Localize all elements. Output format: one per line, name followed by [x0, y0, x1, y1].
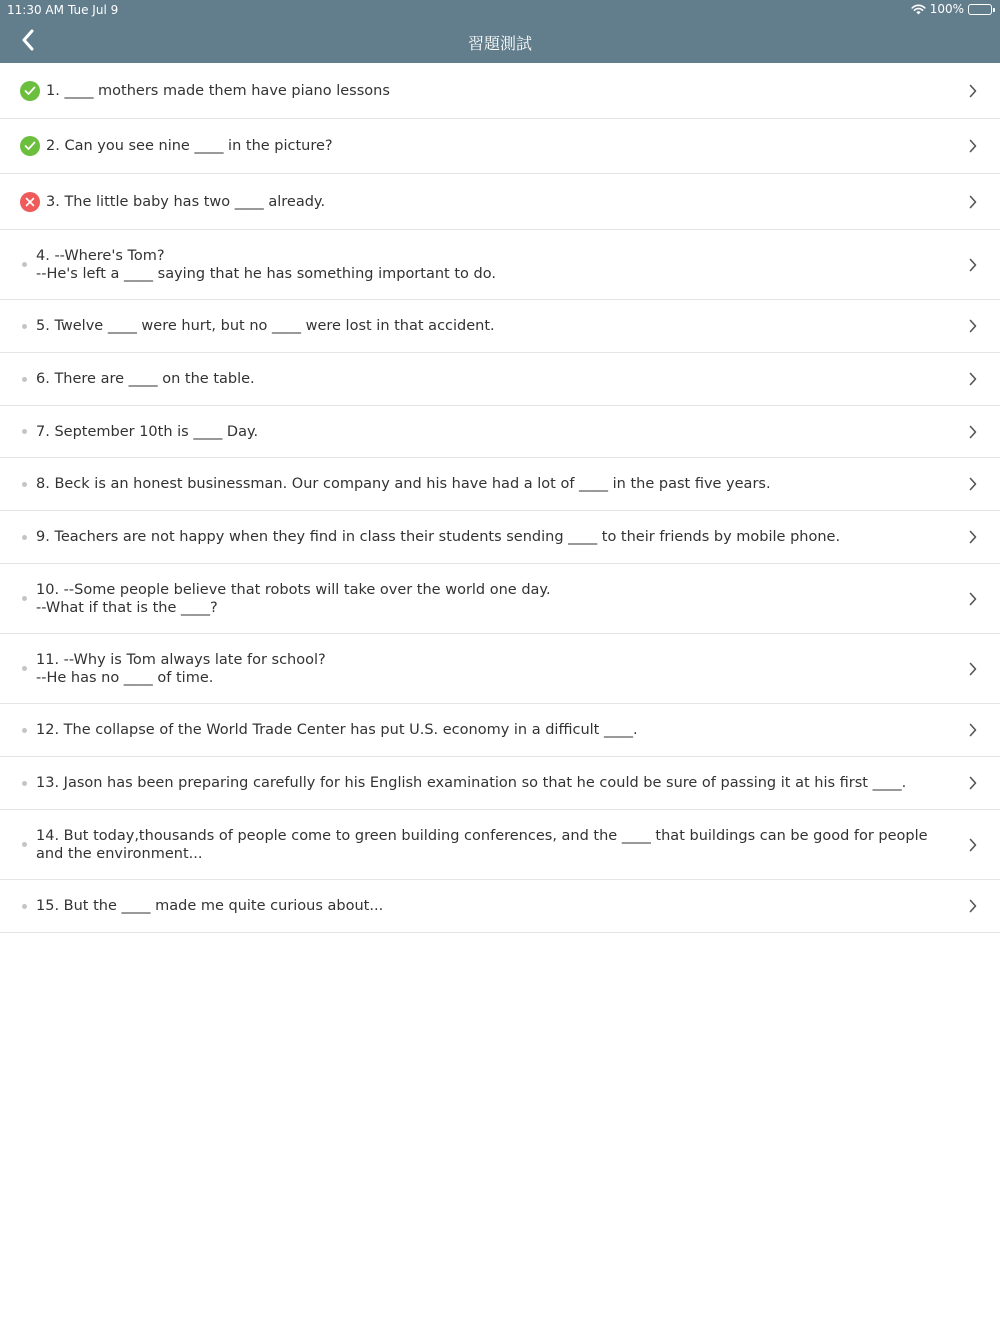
pending-dot-icon	[22, 842, 27, 847]
pending-dot-icon	[22, 377, 27, 382]
question-text: 1. ____ mothers made them have piano lessons	[46, 82, 390, 99]
chevron-right-icon	[968, 775, 978, 791]
wifi-icon	[911, 4, 926, 15]
question-text: 14. But today,thousands of people come to green building conferences, and the ____ that buildings can be good for people and the environment...	[36, 827, 928, 862]
question-row[interactable]	[0, 880, 1000, 933]
correct-check-icon	[20, 136, 40, 156]
app-header	[0, 0, 1000, 63]
pending-dot-icon	[22, 904, 27, 909]
question-text: 2. Can you see nine ____ in the picture?	[46, 138, 333, 154]
question-row[interactable]	[0, 704, 1000, 757]
chevron-right-icon	[968, 318, 978, 334]
question-text: 10. --Some people believe that robots will take over the world one day. --What if that is the ____?	[36, 581, 551, 616]
nav-bar	[0, 20, 1000, 63]
question-row[interactable]	[0, 810, 1000, 880]
question-text: 4. --Where's Tom? --He's left a ____ saying that he has something important to do.	[36, 247, 496, 282]
question-text: 7. September 10th is ____ Day.	[36, 423, 259, 440]
question-row[interactable]	[0, 564, 1000, 634]
chevron-right-icon	[968, 837, 978, 853]
chevron-right-icon	[968, 722, 978, 738]
chevron-right-icon	[968, 371, 978, 387]
status-right-group	[911, 2, 992, 16]
question-row[interactable]	[0, 119, 1000, 174]
chevron-right-icon	[968, 194, 978, 210]
question-text: 15. But the ____ made me quite curious about...	[36, 898, 384, 914]
question-row[interactable]	[0, 757, 1000, 810]
question-text: 13. Jason has been preparing carefully for his English examination so that he could be sure of passing it at his first ____.	[36, 775, 907, 791]
pending-dot-icon	[22, 535, 27, 540]
question-row[interactable]	[0, 230, 1000, 300]
pending-dot-icon	[22, 262, 27, 267]
question-row[interactable]	[0, 634, 1000, 704]
wrong-cross-icon	[20, 192, 40, 212]
chevron-right-icon	[968, 138, 978, 154]
chevron-right-icon	[968, 591, 978, 607]
question-row[interactable]	[0, 353, 1000, 406]
question-row[interactable]	[0, 174, 1000, 230]
pending-dot-icon	[22, 324, 27, 329]
question-row[interactable]	[0, 63, 1000, 119]
question-row[interactable]	[0, 458, 1000, 511]
pending-dot-icon	[22, 482, 27, 487]
status-date: Tue Jul 9	[68, 3, 119, 17]
question-row[interactable]	[0, 300, 1000, 353]
pending-dot-icon	[22, 781, 27, 786]
chevron-right-icon	[968, 529, 978, 545]
page-title: 習題測試	[467, 34, 532, 53]
correct-check-icon	[20, 81, 40, 101]
pending-dot-icon	[22, 666, 27, 671]
pending-dot-icon	[22, 728, 27, 733]
pending-dot-icon	[22, 429, 27, 434]
question-text: 5. Twelve ____ were hurt, but no ____ were lost in that accident.	[36, 318, 495, 334]
chevron-right-icon	[968, 424, 978, 440]
question-row[interactable]	[0, 511, 1000, 564]
chevron-right-icon	[968, 83, 978, 99]
question-text: 12. The collapse of the World Trade Center has put U.S. economy in a difficult ____.	[36, 722, 638, 738]
battery-percent: 100%	[929, 2, 964, 16]
status-time: 11:30 AM	[7, 3, 64, 17]
question-text: 8. Beck is an honest businessman. Our company and his have had a lot of ____ in the past five years.	[36, 476, 771, 492]
chevron-right-icon	[968, 898, 978, 914]
chevron-right-icon	[968, 476, 978, 492]
question-text: 6. There are ____ on the table.	[36, 371, 255, 387]
battery-icon	[968, 4, 992, 15]
chevron-right-icon	[968, 257, 978, 273]
chevron-right-icon	[968, 661, 978, 677]
question-text: 9. Teachers are not happy when they find in class their students sending ____ to their friends by mobile phone.	[36, 529, 841, 545]
status-bar	[0, 0, 1000, 20]
question-list	[0, 63, 1000, 933]
question-text: 3. The little baby has two ____ already.	[46, 193, 326, 210]
question-row[interactable]	[0, 406, 1000, 458]
question-text: 11. --Why is Tom always late for school? --He has no ____ of time.	[36, 651, 326, 686]
pending-dot-icon	[22, 596, 27, 601]
